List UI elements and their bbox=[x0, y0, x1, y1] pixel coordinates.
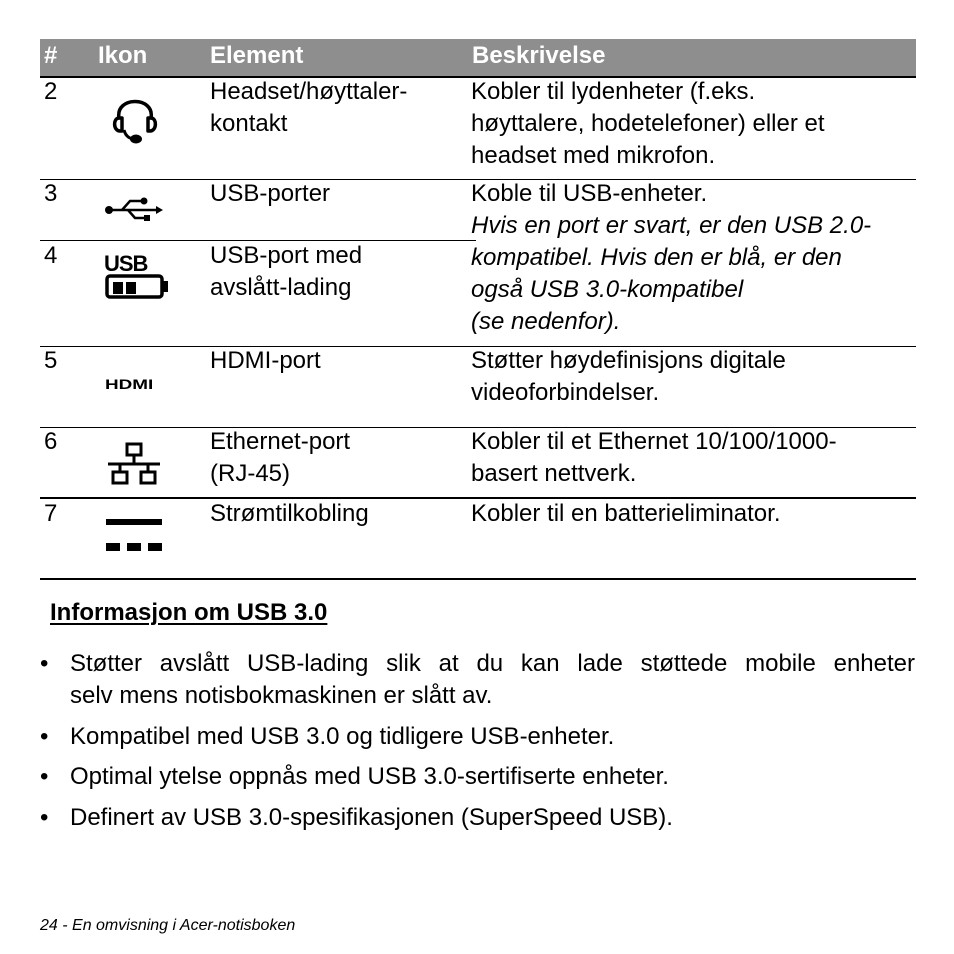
row-number: 5 bbox=[44, 347, 58, 374]
dc-power-icon bbox=[106, 519, 164, 555]
description-line: basert nettverk. bbox=[471, 460, 637, 487]
row-number: 6 bbox=[44, 428, 58, 455]
element-line: HDMI-port bbox=[210, 347, 321, 374]
table-bottom-rule bbox=[40, 578, 916, 580]
description-note-line: kompatibel. Hvis den er blå, er den bbox=[471, 244, 842, 271]
usb-charge-icon bbox=[104, 251, 172, 300]
row-number: 7 bbox=[44, 500, 58, 527]
bullet-marker: • bbox=[40, 804, 49, 831]
description-note-line: også USB 3.0-kompatibel bbox=[471, 276, 744, 303]
header-num: # bbox=[44, 42, 58, 69]
row-number: 3 bbox=[44, 180, 58, 207]
element-line: avslått-lading bbox=[210, 274, 352, 301]
bullet-marker: • bbox=[40, 723, 49, 750]
description-line: headset med mikrofon. bbox=[471, 142, 716, 169]
bullet-marker: • bbox=[40, 763, 49, 790]
description-note-line: (se nedenfor). bbox=[471, 308, 621, 335]
bullet-marker: • bbox=[40, 650, 49, 677]
hdmi-icon: HDMI bbox=[105, 376, 154, 392]
element-line: USB-port med bbox=[210, 242, 363, 269]
description-line: videoforbindelser. bbox=[471, 379, 660, 406]
header-icon: Ikon bbox=[98, 42, 148, 69]
description-line: Kobler til et Ethernet 10/100/1000- bbox=[471, 428, 837, 455]
description-line: Koble til USB-enheter. bbox=[471, 180, 708, 207]
ethernet-icon bbox=[106, 442, 162, 486]
description-note-line: Hvis en port er svart, er den USB 2.0- bbox=[471, 212, 872, 239]
row-number: 4 bbox=[44, 242, 58, 269]
row-number: 2 bbox=[44, 78, 58, 105]
bullet-line: Kompatibel med USB 3.0 og tidligere USB-enheter. bbox=[70, 723, 615, 750]
headset-icon bbox=[110, 88, 160, 146]
description-line: høyttalere, hodetelefoner) eller et bbox=[471, 110, 825, 137]
page-footer: 24 - En omvisning i Acer-notisboken bbox=[40, 917, 296, 934]
usb-charge-icon-label: USB bbox=[104, 251, 148, 276]
header-element: Element bbox=[210, 42, 304, 69]
element-line: (RJ-45) bbox=[210, 460, 291, 487]
section-title: Informasjon om USB 3.0 bbox=[50, 599, 328, 626]
bullet-line: Optimal ytelse oppnås med USB 3.0-sertifiserte enheter. bbox=[70, 763, 669, 790]
bullet-line: Støtter avslått USB-lading slik at du kan lade støttede mobile enheter bbox=[70, 650, 915, 677]
element-line: Ethernet-port bbox=[210, 428, 351, 455]
description-line: Støtter høydefinisjons digitale bbox=[471, 347, 786, 374]
element-line: Strømtilkobling bbox=[210, 500, 369, 527]
element-line: kontakt bbox=[210, 110, 288, 137]
bullet-line: Definert av USB 3.0-spesifikasjonen (SuperSpeed USB). bbox=[70, 804, 673, 831]
description-line: Kobler til en batterieliminator. bbox=[471, 500, 781, 527]
table-header bbox=[40, 39, 916, 78]
usb-icon bbox=[104, 196, 164, 222]
description-line: Kobler til lydenheter (f.eks. bbox=[471, 78, 756, 105]
element-line: Headset/høyttaler- bbox=[210, 78, 408, 105]
header-description: Beskrivelse bbox=[472, 42, 606, 69]
element-line: USB-porter bbox=[210, 180, 331, 207]
bullet-line: selv mens notisbokmaskinen er slått av. bbox=[70, 682, 493, 709]
